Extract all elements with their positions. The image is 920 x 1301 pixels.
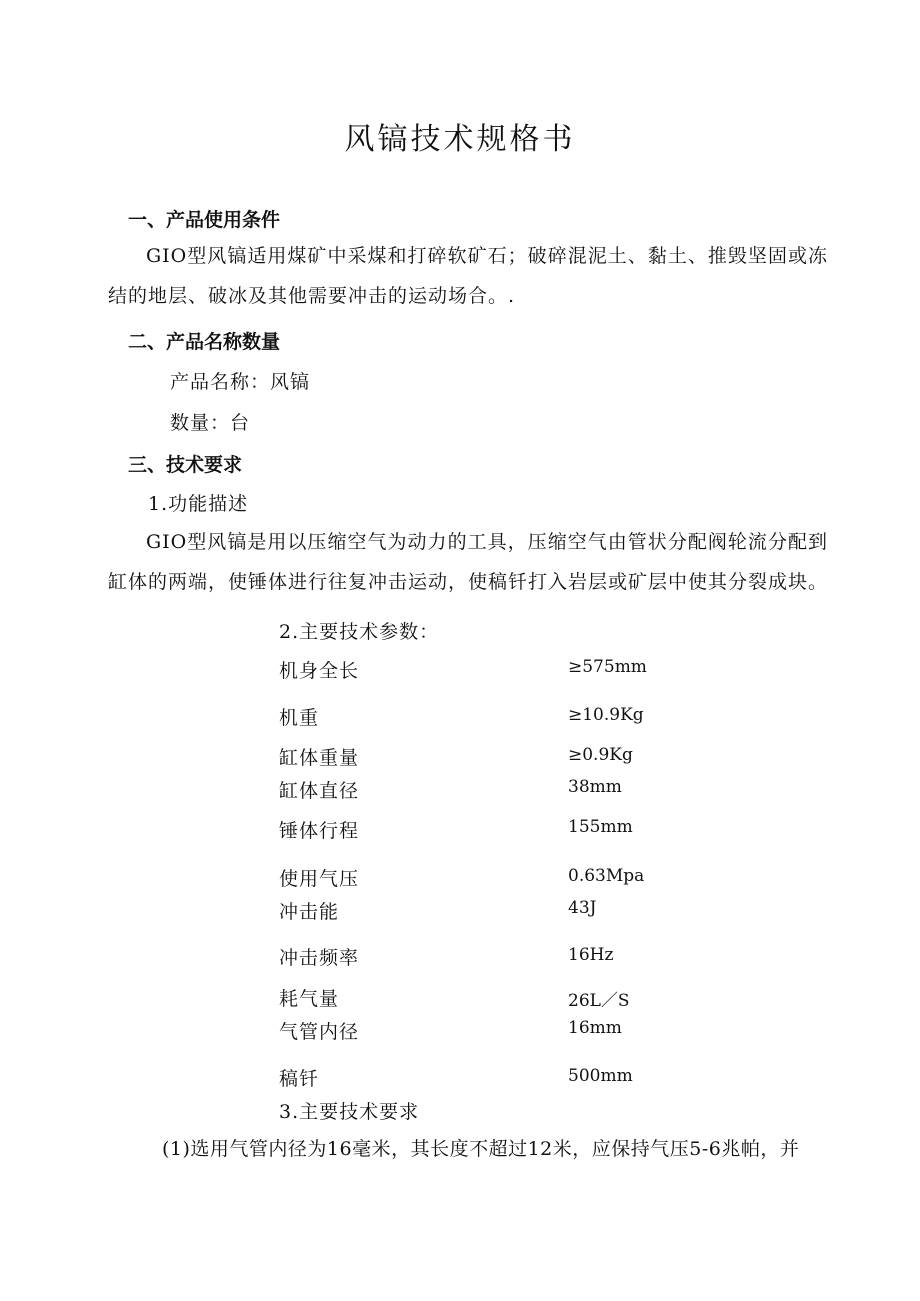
- subsection-main-parameters: 2.主要技术参数：: [279, 621, 440, 643]
- spec-value-impact-energy: 43J: [568, 898, 597, 918]
- spec-value-air-consumption: 26L／S: [568, 991, 630, 1011]
- spec-name-hammer-stroke: 锤体行程: [279, 820, 360, 842]
- spec-name-hose-inner-diameter: 气管内径: [279, 1021, 360, 1043]
- spec-value-hose-inner-diameter: 16mm: [568, 1018, 622, 1038]
- spec-value-cylinder-weight: ≥0.9Kg: [568, 745, 633, 765]
- usage-conditions-paragraph: GIO型风镐适用煤矿中采煤和打碎软矿石；破碎混泥土、黏土、推毁坚固或冻结的地层、破冰及其他需要冲击的运动场合。.: [108, 245, 828, 307]
- spec-name-impact-frequency: 冲击频率: [279, 947, 360, 969]
- spec-value-chisel: 500mm: [568, 1066, 633, 1086]
- spec-value-working-pressure: 0.63Mpa: [568, 866, 645, 886]
- spec-value-hammer-stroke: 155mm: [568, 817, 633, 837]
- subsection-main-requirements: 3.主要技术要求: [279, 1101, 420, 1123]
- subsection-function-description: 1.功能描述: [148, 493, 249, 515]
- spec-name-impact-energy: 冲击能: [279, 901, 340, 923]
- page-title: 风镐技术规格书: [344, 122, 576, 157]
- spec-name-working-pressure: 使用气压: [279, 868, 360, 890]
- requirement-item-1: (1)选用气管内径为16毫米，其长度不超过12米，应保持气压5-6兆帕，并: [162, 1138, 800, 1160]
- section-heading-usage-conditions: 一、产品使用条件: [128, 209, 281, 231]
- spec-value-impact-frequency: 16Hz: [568, 945, 614, 965]
- quantity-line: 数量：台: [170, 412, 251, 434]
- product-name-line: 产品名称：风镐: [170, 371, 311, 393]
- function-description-paragraph: GIO型风镐是用以压缩空气为动力的工具，压缩空气由管状分配阀轮流分配到缸体的两端，使锤体进行往复冲击运动，使稿钎打入岩层或矿层中使其分裂成块。: [108, 531, 829, 593]
- spec-name-chisel: 稿钎: [279, 1068, 320, 1090]
- spec-name-air-consumption: 耗气量: [279, 988, 340, 1010]
- spec-value-weight: ≥10.9Kg: [568, 705, 644, 725]
- section-heading-technical-requirements: 三、技术要求: [128, 454, 243, 476]
- spec-name-cylinder-weight: 缸体重量: [279, 747, 360, 769]
- spec-name-weight: 机重: [279, 707, 320, 729]
- section-heading-product-name-quantity: 二、产品名称数量: [128, 331, 281, 353]
- spec-value-cylinder-diameter: 38mm: [568, 777, 622, 797]
- spec-value-body-length: ≥575mm: [568, 657, 647, 677]
- spec-name-cylinder-diameter: 缸体直径: [279, 780, 360, 802]
- spec-name-body-length: 机身全长: [279, 660, 360, 682]
